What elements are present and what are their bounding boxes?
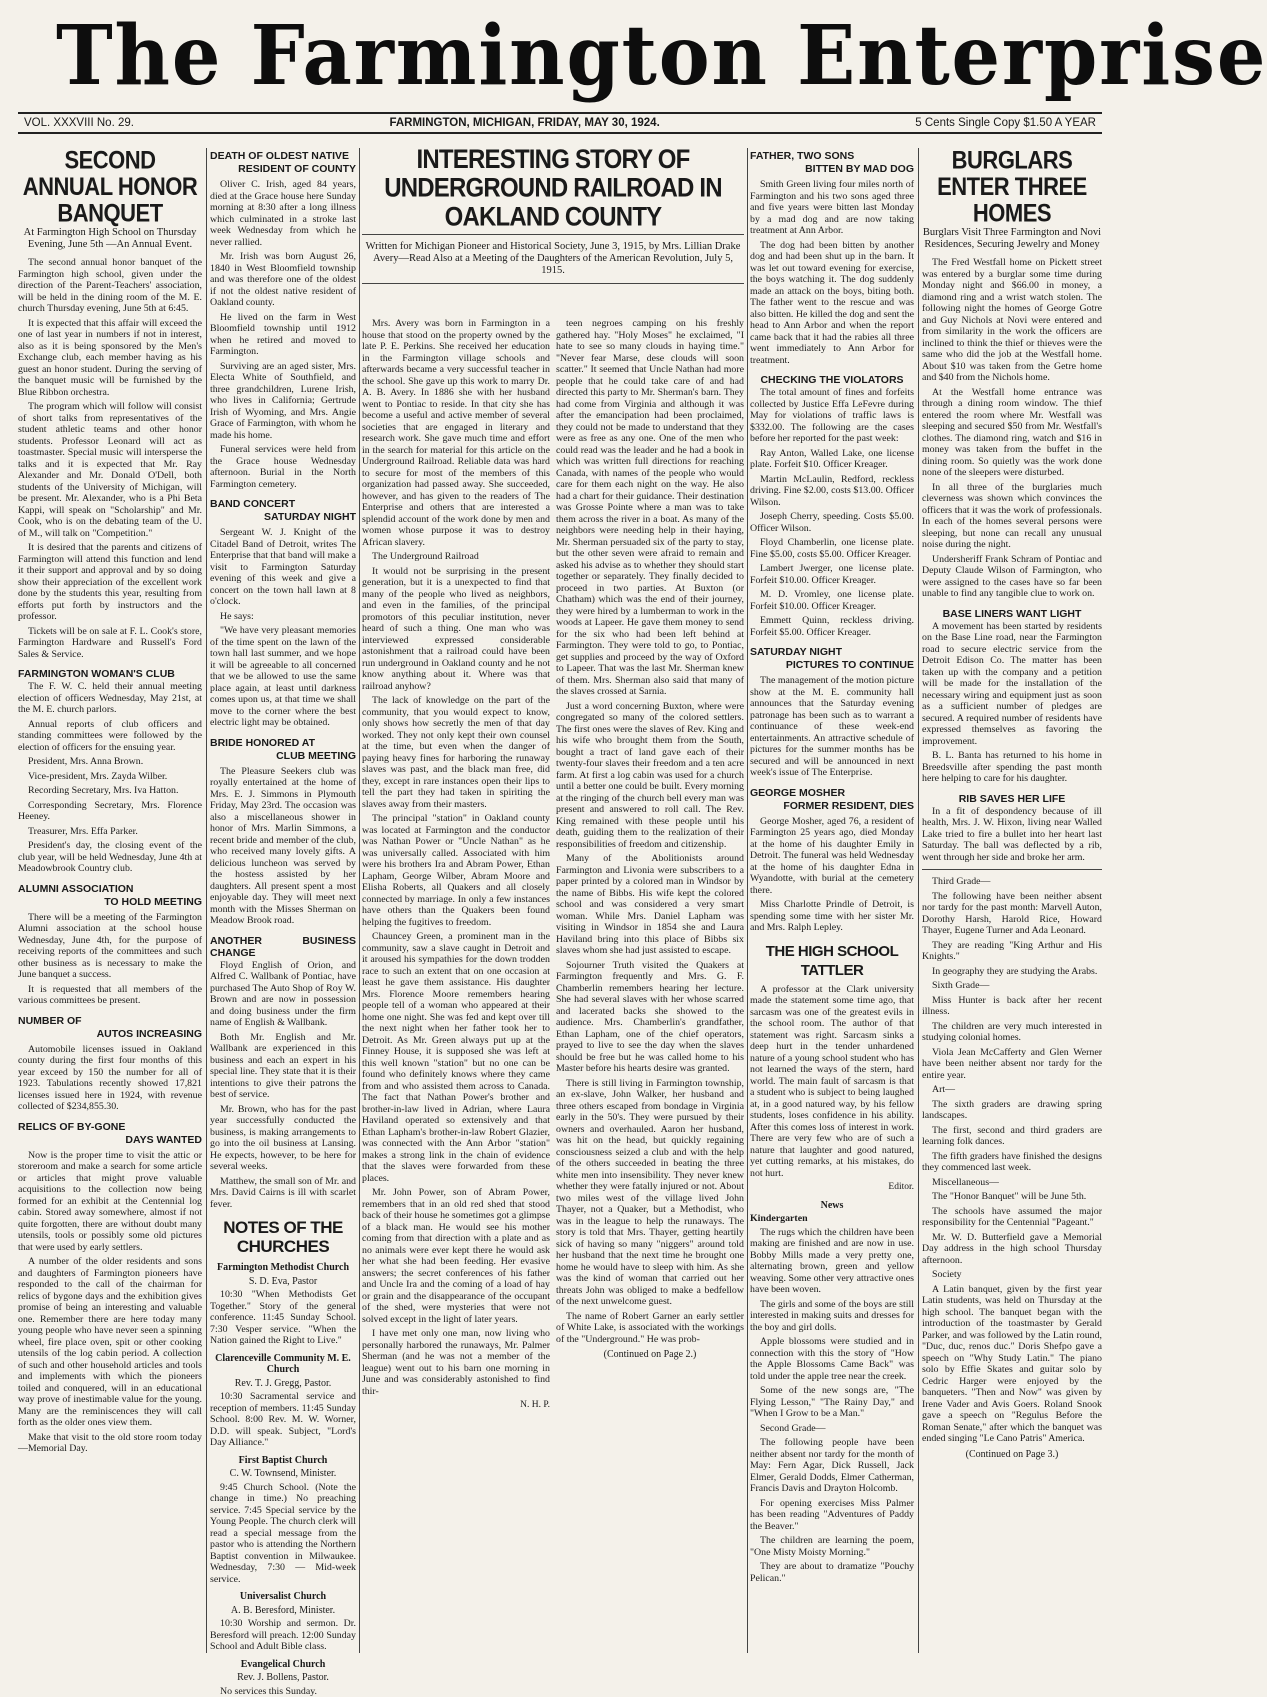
news-heading: News xyxy=(750,1200,914,1212)
paragraph: In a fit of despondency because of ill health, Mrs. J. W. Hixon, living near Walled Lake tried to fire a bullet into her heart last Saturday. The ball was deflected by a rib, went through her side and broke her arm. xyxy=(922,806,1102,864)
article-kindergarten xyxy=(750,1227,914,1585)
paragraph: Joseph Cherry, speeding. Costs $5.00. Officer Wilson. xyxy=(750,511,914,534)
paragraph: The schools have assumed the major responsibility for the Centennial "Pageant." xyxy=(922,1206,1102,1229)
article-honor-banquet xyxy=(18,257,202,660)
church-methodist-pastor: S. D. Eva, Pastor xyxy=(210,1276,356,1288)
paragraph: A Latin banquet, given by the first year Latin students, was held on Thursday at the high school. The banquet began with the introduction of the toastmaster by Gerald Parker, and was followed by the Latin round, "Duc, duc, renos duc." Doris Shefpo gave a speech on "Why Study Latin." The piano solo by Effie Skates and guitar solo by Cedric Harger were enjoyed by the banqueters. "Then and Now" was given by Irene Vader and Avis Goers. Roland Snook gave a speech on "Regulus Before the Roman Senate," after which the banquet was ended singing "Le Cano Patris" America. xyxy=(922,1284,1102,1445)
paragraph: In geography they are studying the Arabs. xyxy=(922,966,1102,978)
article-mad-dog xyxy=(750,179,914,366)
column-6 xyxy=(922,150,1102,1650)
paragraph: He lived on the farm in West Bloomfield township until 1912 when he retired and moved to Farmington. xyxy=(210,312,356,358)
dek-burglars: Burglars Visit Three Farmington and Novi Residences, Securing Jewelry and Money xyxy=(922,227,1102,251)
article-violators xyxy=(750,387,914,638)
subhead-rib: RIB SAVES HER LIFE xyxy=(922,793,1102,805)
paragraph: Sojourner Truth visited the Quakers at Farmington frequently and Mrs. G. F. Chamberlin remembers hearing her lecture. She had several slaves with her whose scarred and lacerated backs she showed to the audience. Mrs. Chamberlin's grandfather, Ethan Lapham, one of the chief operators, prayed to live to see the day when the slaves should be free but he was called home to his Master before his hearts desire was granted. xyxy=(556,960,744,1075)
paragraph: Mrs. Avery was born in Farmington in a house that stood on the property owned by the late P. E. Perkins. She received her education in the Farmington village schools and afterwards became a very successful teacher in the school. She gave up this work to marry Dr. A. B. Avery. In 1886 she with her husband went to Pontiac to reside. In that city she has become a useful and active member of several societies that are engaged in literary and research work. She gave much time and effort in the search for material for this article on the Underground Railroad. Reliable data was hard to secure for most of the members of this organization had passed away. She succeeded, however, and has given to the readers of The Enterprise and others that are interested a splendid account of the work done by men and women whose purpose it was to destroy African slavery. xyxy=(362,318,550,548)
paragraph: Sergeant W. J. Knight of the Citadel Band of Detroit, writes The Enterprise that that band will make a visit to Farmington Saturday evening of this week and give a concert on the town hall lawn at 8 o'clock. xyxy=(210,527,356,608)
subhead-autos-2: AUTOS INCREASING xyxy=(18,1028,202,1040)
paragraph: Mr. Irish was born August 26, 1840 in West Bloomfield township and was therefore one of the oldest if not the oldest native resident of Oakland county. xyxy=(210,251,356,309)
article-base-liners xyxy=(922,621,1102,785)
paragraph: Mr. John Power, son of Abram Power, remembers that in an old red shed that stood back of their house he sometimes got a glimpse of a black man. He would see his mother coming from that direction with a plate and as no animals were ever kept there he would ask her what she had been feeding. Her evasive answers; the secret conferences of his father and Uncle Ira and the coming of a load of hay or grain and the disappearance of the occupant of the shed, were mysteries that were not solved except in the light of later years. xyxy=(362,1187,550,1325)
paragraph: Emmett Quinn, reckless driving. Forfeit $5.00. Officer Kreager. xyxy=(750,615,914,638)
paragraph: Both Mr. English and Mr. Wallbank are experienced in this business and each an expert in his special line. They state that it is their intentions to give their patrons the best of service. xyxy=(210,1032,356,1101)
paragraph: A professor at the Clark university made the statement some time ago, that sarcasm was one of the greatest evils in the school room. The author of that statement was right. Sarcasm sinks a deep hurt in the tender unhardened nature of a young school student who has not learned the ways of the stern, hard world. The main fault of sarcasm is that a student who is subject to being laughed at, in a good natured way, by his fellow students, loses confidence in his ability. After this comes loss of interest in work. There are very few who are of such a nature that laughter and good natured, yet cutting remarks, at his mistakes, do not hurt. xyxy=(750,984,914,1180)
paragraph: The fifth graders have finished the designs they commenced last week. xyxy=(922,1151,1102,1174)
paragraph: Recording Secretary, Mrs. Iva Hatton. xyxy=(18,785,202,797)
subhead-death: DEATH OF OLDEST NATIVE xyxy=(210,150,356,162)
headline-burglars: BURGLARS ENTER THREE HOMES xyxy=(922,147,1102,226)
church-clarenceville-name: Clarenceville Community M. E. Church xyxy=(210,1353,356,1376)
paragraph: Smith Green living four miles north of Farmington and his two sons aged three and five years were bitten last Monday by a mad dog and are now taking treatment at Ann Arbor. xyxy=(750,179,914,237)
paragraph: Just a word concerning Buxton, where were congregated so many of the colored settlers. The first ones were the slaves of Rev. King and his wife who brought them from the South, bought a tract of land gave each of their twenty-four slaves their freedom and a ten acre farm. At first a log cabin was used for a church until a better one could be built. Every morning at the ringing of the church bell every man was present and answered to roll call. The Rev. King remained with these people until his death, guiding them to the realization of their responsibilities of freedom and citizenship. xyxy=(556,701,744,851)
paragraph: Miscellaneous— xyxy=(922,1177,1102,1189)
paragraph: Vice-president, Mrs. Zayda Wilber. xyxy=(18,771,202,783)
subhead-alumni: ALUMNI ASSOCIATION xyxy=(18,883,202,895)
place-date: FARMINGTON, MICHIGAN, FRIDAY, MAY 30, 1924. xyxy=(389,117,659,129)
paragraph: Make that visit to the old store room today—Memorial Day. xyxy=(18,1432,202,1455)
paragraph: A number of the older residents and sons and daughters of Farmington pioneers have responded to the call of the chairman for relics of bygone days and the exhibition gives promise of being an interesting and valuable one. Remember there are here today many young people who have never seen a spinning wheel, fire place oven, spit or other cooking utensils of the log cabin period. A collection of such and other household articles and tools and implements with which the pioneers toiled and conquered, will in an educational way prove of inestimable value for the young. Many are the reminiscences they will call forth as the older ones view them. xyxy=(18,1256,202,1429)
paragraph: The "Honor Banquet" will be June 5th. xyxy=(922,1191,1102,1203)
paragraph: The children are very much interested in studying colonial homes. xyxy=(922,1021,1102,1044)
paragraph: "We have very pleasant memories of the time spent on the lawn of the town hall last summer, and we hope it will be agreeable to all concerned that we be allowed to use the same place again, at least until darkness comes upon us, at that time we shall move to the corner where the best electric light may be obtained. xyxy=(210,625,356,729)
column-rule xyxy=(918,148,919,1653)
subhead-pictures: SATURDAY NIGHT xyxy=(750,646,914,658)
paragraph: It is requested that all members of the various committees be present. xyxy=(18,984,202,1007)
subhead-mosher: GEORGE MOSHER xyxy=(750,787,914,799)
paragraph: Floyd Chamberlin, one license plate. Fine $5.00, costs $5.00. Officer Kreager. xyxy=(750,537,914,560)
continued-page-3: (Continued on Page 3.) xyxy=(922,1449,1102,1461)
volume-number: VOL. XXXVIII No. 29. xyxy=(24,117,134,129)
paragraph: Miss Charlotte Prindle of Detroit, is spending some time with her sister Mr. and Mrs. Ralph Lepley. xyxy=(750,899,914,934)
paragraph: Matthew, the small son of Mr. and Mrs. David Cairns is ill with scarlet fever. xyxy=(210,1176,356,1211)
article-burglars xyxy=(922,257,1102,600)
church-universalist-text: 10:30 Worship and sermon. Dr. Beresford will preach. 12:00 Sunday School and Adult Bible class. xyxy=(210,1618,356,1653)
paragraph: At the Westfall home entrance was through a dining room window. The thief entered the room where Mr. Westfall was sleeping and secured $50 from Mr. Westfall's clothes. The diamond ring, watch and $16 in money was taken from the buffet in the dining room. So quietly was the work done none of the sleepers were disturbed. xyxy=(922,387,1102,479)
signature-nhp: N. H. P. xyxy=(362,1400,550,1412)
article-underground-part1 xyxy=(362,318,550,1397)
church-methodist-text: 10:30 "When Methodists Get Together." Story of the general conference. 11:45 Sunday School. 7:30 Vesper service. "When the Nation gained the Right to Live." xyxy=(210,1289,356,1347)
article-mosher xyxy=(750,816,914,934)
paragraph: The girls and some of the boys are still interested in making suits and dresses for the boy and girl dolls. xyxy=(750,1299,914,1334)
paragraph: The following have been neither absent nor tardy for the past month: Marvell Auton, Dorothy Harsh, Harold Rice, Howard Thayer, Eugene Turner and Ada Leonard. xyxy=(922,891,1102,937)
paragraph: I have met only one man, now living who personally harbored the runaways, Mr. Palmer Sherman (and he was not a member of the league) went out to his barn one morning in June and was considerably astonished to find thir- xyxy=(362,1328,550,1397)
paragraph: The rugs which the children have been making are finished and are now in use. Bobby Mills made a very pretty one, alternating brown, green and yellow weaving. Some other very attractive ones have been woven. xyxy=(750,1227,914,1296)
article-autos xyxy=(18,1044,202,1113)
church-clarenceville-pastor: Rev. T. J. Gregg, Pastor. xyxy=(210,1378,356,1390)
paragraph: A movement has been started by residents on the Base Line road, near the Farmington road to secure electric service from the Detroit Edison Co. The matter has been taken up with the company and a petition will be made for the installation of the necessary wiring and equipment just as soon as a sufficient number of pledges are secured. A required number of residents have expressed themselves as favoring the improvement. xyxy=(922,621,1102,748)
article-womans-club xyxy=(18,681,202,875)
subhead-bride-2: CLUB MEETING xyxy=(210,750,356,762)
headline-underground-railroad: INTERESTING STORY OF UNDERGROUND RAILROAD IN OAKLAND COUNTY xyxy=(362,146,744,232)
church-universalist-name: Universalist Church xyxy=(210,1591,356,1603)
paragraph: The program which will follow will consist of short talks from representatives of the student athletic teams and other honor students. Professor Leonard will act as toastmaster. Special music will intersperse the talks and it is expected that Mr. Ray Alexander and Mr. Donald O'Dell, both students of the University of Michigan, will be present. Mr. Alexander, who is a Phi Beta Kappi, will speak on "Scholarship" and Mr. Cook, who is on the debating team of the U. of M., will talk on "Competition." xyxy=(18,401,202,539)
subhead-relics-2: DAYS WANTED xyxy=(18,1134,202,1146)
column-4 xyxy=(556,318,744,1650)
paragraph: Third Grade— xyxy=(922,876,1102,888)
subhead-mosher-2: FORMER RESIDENT, DIES xyxy=(750,800,914,812)
paragraph: For opening exercises Miss Palmer has been reading "Adventures of Paddy the Beaver." xyxy=(750,1498,914,1533)
paragraph: President, Mrs. Anna Brown. xyxy=(18,756,202,768)
paragraph: Art— xyxy=(922,1084,1102,1096)
subhead-base-liners: BASE LINERS WANT LIGHT xyxy=(922,608,1102,620)
article-band xyxy=(210,527,356,729)
paragraph: Undersheriff Frank Schram of Pontiac and Deputy Claude Wilson of Farmington, who were assigned to the cases have so far been unable to find any tangible clue to work on. xyxy=(922,554,1102,600)
paragraph: The total amount of fines and forfeits collected by Justice Effa LeFevre during May for violations of traffic laws is $332.00. The following are the cases before her reported for the past week: xyxy=(750,387,914,445)
dateline-bar xyxy=(18,112,1102,134)
paragraph: Viola Jean McCafferty and Glen Werner have been neither absent nor tardy for the entire year. xyxy=(922,1047,1102,1082)
subhead-bride: BRIDE HONORED AT xyxy=(210,737,356,749)
column-3 xyxy=(362,318,550,1650)
paragraph: The F. W. C. held their annual meeting election of officers Wednesday, May 21st, at the M. E. church parlors. xyxy=(18,681,202,716)
kindergarten-heading: Kindergarten xyxy=(750,1213,914,1225)
paragraph: The children are learning the poem, "One Misty Moisty Morning." xyxy=(750,1535,914,1558)
tattler-editor: Editor. xyxy=(750,1182,914,1194)
paragraph: Treasurer, Mrs. Effa Parker. xyxy=(18,826,202,838)
column-rule xyxy=(747,148,748,1653)
paragraph: The dog had been bitten by another dog and had been shut up in the barn. It was let out toward evening for exercise, the boys watching it. The dog suddenly made an attack on the boys, biting both. The father went to the rescue and was also bitten. He killed the dog and sent the head to Ann Arbor and when the report came back that it had the rabies all three went immediately to Ann Arbor for treatment. xyxy=(750,240,914,367)
paragraph: George Mosher, aged 76, a resident of Farmington 25 years ago, died Monday at the home of his daughter Emily in Detroit. The funeral was held Wednesday at the home of his daughter Edna in Wyandotte, with burial at the cemetery there. xyxy=(750,816,914,897)
church-universalist-pastor: A. B. Beresford, Minister. xyxy=(210,1605,356,1617)
paragraph: Some of the new songs are, "The Flying Lesson," "The Rainy Day," and "When I Grow to be a Man." xyxy=(750,1385,914,1420)
paragraph: They are about to dramatize "Pouchy Pelican." xyxy=(750,1561,914,1584)
article-alumni xyxy=(18,912,202,1007)
subhead-death-2: RESIDENT OF COUNTY xyxy=(210,163,356,175)
paragraph: The name of Robert Garner an early settler of White Lake, is associated with the workings of the "Underground." He was prob- xyxy=(556,1311,744,1346)
tattler-title: THE HIGH SCHOOL TATTLER xyxy=(750,942,914,980)
paragraph: The Underground Railroad xyxy=(362,551,550,563)
paragraph: It is desired that the parents and citizens of Farmington will attend this function and lend it their support and approval and by so doing show their appreciation of the excellent work done by the students this year, resulting from efforts put forth by instructors and the professor. xyxy=(18,542,202,623)
paragraph: Annual reports of club officers and standing committees were followed by the election of officers for the ensuing year. xyxy=(18,719,202,754)
dek-underground-railroad: Written for Michigan Pioneer and Historical Society, June 3, 1915, by Mrs. Lillian Drake Avery—Read Also at a Meeting of the Daughters of the American Revolution, July 5, 1915. xyxy=(362,241,744,277)
paragraph: The Pleasure Seekers club was royally entertained at the home of Mrs. E. J. Simmons in Plymouth Friday, May 23rd. The occasion was also a miscellaneous shower in honor of Mrs. Marlin Simmons, a recent bride and member of the club, who received many lovely gifts. A delicious luncheon was served by the hostess assisted by her daughters. All present spent a most enjoyable day. They will meet next month with the Misses Sherman on Meadow Brook road. xyxy=(210,766,356,927)
subhead-mad-dog: FATHER, TWO SONS xyxy=(750,150,914,162)
paragraph: M. D. Vromley, one license plate. Forfeit $10.00. Officer Kreager. xyxy=(750,589,914,612)
paragraph: The following people have been neither absent nor tardy for the month of May: Fern Agar, Dick Russell, Jack Elmer, Gerald Dodds, Elmer Catherman, Francis Davis and Drayton Holcomb. xyxy=(750,1437,914,1495)
paragraph: The management of the motion picture show at the M. E. community hall announces that the Saturday evening patronage has been such as to warrant a continuance of these week-end entertainments. An attractive schedule of pictures for the summer months has be secured and will be announced in next week's issue of The Enterprise. xyxy=(750,675,914,779)
subhead-band: BAND CONCERT xyxy=(210,498,356,510)
paragraph: The first, second and third graders are learning folk dances. xyxy=(922,1125,1102,1148)
paragraph: There will be a meeting of the Farmington Alumni association at the school house Wednesday, June 4th, for the purpose of receiving reports of the committees and such other business as is necessary to make the June banquet a success. xyxy=(18,912,202,981)
article-rib xyxy=(922,806,1102,864)
church-evangelical-name: Evangelical Church xyxy=(210,1659,356,1671)
column-2 xyxy=(210,150,356,1650)
paragraph: Mr. W. D. Butterfield gave a Memorial Day address in the high school Thursday afternoon. xyxy=(922,1232,1102,1267)
article-pictures xyxy=(750,675,914,779)
paragraph: Chauncey Green, a prominent man in the community, saw a slave caught in Detroit and it aroused his sympathies for the down trodden race to such an extent that on one occasion at least he gave them assistance. His daughter Mrs. Florence Moore remembers hearing people tell of a woman who appeared at their home one night. She was fed and kept over till the next night when her father took her to Detroit. As Mr. Green always put up at the Finney House, it is supposed she was left at this well known "station" but no one can be found who definitely knows where they came from and who assisted them across to Canada. The fact that Nathan Power's brother and brother-in-law lived in Adrian, where Laura Haviland operated so extensively and that Ethan Lapham's brother-in-law Robert Glazier, was connected with the Ann Arbor "station" makes a strong link in the chain of evidence that the slaves were forwarded from these places. xyxy=(362,931,550,1184)
paragraph: The lack of knowledge on the part of the community, that you would expect to know, only shows how secretly the men of that day worked. They not only kept their own counsel at the time, but even when the danger of paying heavy fines for harboring the runaway slaves was past, and the black man free, did they, except in rare instances open their lips to tell the part they had taken in spiriting the slaves away from their masters. xyxy=(362,695,550,810)
paragraph: Lambert Jwerger, one license plate. Forfeit $10.00. Officer Kreager. xyxy=(750,563,914,586)
paragraph: Automobile licenses issued in Oakland county during the first four months of this year exceed by 150 the number for all of 1923. Tabulations recently showed 17,821 licenses issued here in 1924, with revenue collected of $234,855.30. xyxy=(18,1044,202,1113)
paragraph: He says: xyxy=(210,611,356,623)
subhead-autos: NUMBER OF xyxy=(18,1015,202,1027)
paragraph: B. L. Banta has returned to his home in Breedsville after spending the past month here helping to care for his daughter. xyxy=(922,750,1102,785)
paragraph: teen negroes camping on his freshly gathered hay. "Holy Moses" he exclaimed, "I hate to see so many clouds in haying time." "Never fear Marse, dese clouds will soon scatter." It seemed that Uncle Nathan had more people that he could take care of and had directed this party to Mr. Sherman's barn. They had come from Virginia and although it was after the emancipation had been proclaimed, they could not be made to understand that they were as free as any one. One of the men who could read was the leader and he had a book in which was written full directions for reaching Canada, with names of the people who would care for them each night on the way. He also had a chart for their guidance. Their destination was Grosse Pointe where a man was to take them across the river in a boat. As many of the neighbors were needing help in their haying, Mr. Sherman persuaded six of the party to stay, but the other seven were afraid to remain and asked his advise as to whether they should start together or separately. They finally decided to proceed in two parties. At Buxton (or Chatham) which was the end of their journey, they were hired by a lumberman to work in the woods at Lapeer. He gave them money to send for the six who had been left behind at Farmington. They were told to go, to Pontiac, get supplies and proceed by the way of Oxford to Lapeer. That was the last Mr. Sherman knew of them. Mrs. Sherman also said that many of the slaves crossed at Sarnia. xyxy=(556,318,744,698)
paragraph: Tickets will be on sale at F. L. Cook's store, Farmington Hardware and Russell's Ford Sales & Service. xyxy=(18,626,202,661)
paragraph: Mr. Brown, who has for the past year successfully conducted the business, is making arrangements to go into the oil business at Lansing. He expects, however, to be here for several weeks. xyxy=(210,1104,356,1173)
paragraph: Oliver C. Irish, aged 84 years, died at the Grace house here Sunday morning at 8:30 after a long illness which culminated in a stroke last week Wednesday from which he never rallied. xyxy=(210,179,356,248)
paragraph: There is still living in Farmington township, an ex-slave, John Walker, her husband and three others escaped from bondage in Virginia early in the 50's. They were pursued by their owners and overhauled. Aaron her husband, was hit on the head, but quickly regaining consciousness seized a club and with the help of the others succeeded in beating the three white men into insensibility. They never knew whether they were fatally injured or not. About two miles west of the village lived John Thayer, not a Quaker, but a Methodist, who was in the league to help the runaways. The story is told that Mrs. Thayer, getting heartily sick of having so many "niggers" around told her husband that the next time he brought one home he would have to sleep with him. As she was the kind of woman that carried out her threats John was obliged to make a bedfellow of the next unwelcome guest. xyxy=(556,1078,744,1308)
article-tattler xyxy=(750,984,914,1180)
paragraph: Martin McLaulin, Redford, reckless driving. Fine $2.00, costs $13.00. Officer Wilson. xyxy=(750,474,914,509)
subhead-relics: RELICS OF BY-GONE xyxy=(18,1121,202,1133)
price-line: 5 Cents Single Copy $1.50 A YEAR xyxy=(915,117,1096,129)
paragraph: Ray Anton, Walled Lake, one license plate. Forfeit $10. Officer Kreager. xyxy=(750,448,914,471)
column-rule xyxy=(359,148,360,1653)
masthead-title: The Farmington Enterprise xyxy=(56,8,1064,104)
article-bride xyxy=(210,766,356,927)
article-underground-part2 xyxy=(556,318,744,1345)
paragraph: It would not be surprising in the present generation, but it is a unexpected to find that many of the people who lived as neighbors, and even in the families, of the principal promotors of this peculiar institution, never heard of such a thing. One man who was interviewed expressed considerable astonishment that a railroad could have been run underground in Oakland county and he not know anything about it. Where was that railroad anyhow? xyxy=(362,566,550,693)
paragraph: Corresponding Secretary, Mrs. Florence Heeney. xyxy=(18,800,202,823)
continued-page-2: (Continued on Page 2.) xyxy=(556,1349,744,1361)
paragraph: They are reading "King Arthur and His Knights." xyxy=(922,940,1102,963)
column-1 xyxy=(18,150,202,1650)
article-tattler-continued xyxy=(922,876,1102,1445)
headline-honor-banquet: SECOND ANNUAL HONOR BANQUET xyxy=(18,147,202,226)
column-5 xyxy=(750,150,914,1650)
paragraph: President's day, the closing event of the club year, will be held Wednesday, June 4th at Meadowbrook Country club. xyxy=(18,840,202,875)
column-rule xyxy=(206,148,207,1653)
subhead-band-2: SATURDAY NIGHT xyxy=(210,511,356,523)
church-clarenceville-text: 10:30 Sacramental service and reception of members. 11:45 Sunday School. 8:00 Rev. M. W. Worner, D.D. will speak. Subject, "Lord's Day Alliance." xyxy=(210,1391,356,1449)
paragraph: Now is the proper time to visit the attic or storeroom and make a search for some article or articles that might prove valuable acquisitions to the collection now being formed for an exhibit at the Centennial log cabin. Stored away somewhere, almost if not quite forgotten, there are without doubt many utensils, tools or possibly some old pictures that were used by early settlers. xyxy=(18,1150,202,1254)
dek-honor-banquet: At Farmington High School on Thursday Evening, June 5th —An Annual Event. xyxy=(18,227,202,251)
article-business xyxy=(210,960,356,1211)
paragraph: Funeral services were held from the Grace house Wednesday afternoon. Burial in the North Farmington cemetery. xyxy=(210,444,356,490)
church-methodist-name: Farmington Methodist Church xyxy=(210,1262,356,1274)
paragraph: The Fred Westfall home on Pickett street was entered by a burglar some time during Monday night and $66.00 in money, a diamond ring and a wrist watch stolen. The following night the homes of George Gotre and Guy Nichols at Novi were entered and from similarity in the work the officers are inclined to think the thief or thieves were the same who did the job at the Westfall home. About $10 was taken from the Getre home and $40 from the Nichols home. xyxy=(922,257,1102,384)
paragraph: Floyd English of Orion, and Alfred C. Wallbank of Pontiac, have purchased The Auto Shop of Roy W. Brown and are now in possession and doing business under the firm name of English & Wallbank. xyxy=(210,960,356,1029)
churches-title: NOTES OF THE CHURCHES xyxy=(210,1218,356,1256)
paragraph: The sixth graders are drawing spring landscapes. xyxy=(922,1099,1102,1122)
paragraph: Surviving are an aged sister, Mrs. Electa White of Southfield, and three grandchildren, Lurene Irish, who lives in California; Gertrude Irish of Wyoming, and Mrs. Angie Grace of Farmington, with whom he made his home. xyxy=(210,361,356,442)
paragraph: Apple blossoms were studied and in connection with this the story of "How the Apple Blossoms Came Back" was told under the apple tree near the creek. xyxy=(750,1336,914,1382)
paragraph: Sixth Grade— xyxy=(922,980,1102,992)
paragraph: The second annual honor banquet of the Farmington high school, given under the direction of the Parent-Teachers' association, will be held in the dining room of the M. E. church Thursday evening, June 5th at 6:45. xyxy=(18,257,202,315)
subhead-womans-club: FARMINGTON WOMAN'S CLUB xyxy=(18,668,202,680)
subhead-violators: CHECKING THE VIOLATORS xyxy=(750,374,914,386)
article-relics xyxy=(18,1150,202,1455)
subhead-mad-dog-2: BITTEN BY MAD DOG xyxy=(750,163,914,175)
subhead-pictures-2: PICTURES TO CONTINUE xyxy=(750,659,914,671)
subhead-alumni-2: TO HOLD MEETING xyxy=(18,896,202,908)
paragraph: It is expected that this affair will exceed the one of last year in numbers if not in interest, also as it is being sponsored by the Men's Exchange club, each member having as his guest an honor student. During the serving of the banquet music will be furnished by the Blue Ribbon orchestra. xyxy=(18,318,202,399)
church-evangelical-text: No services this Sunday. xyxy=(210,1686,356,1697)
paragraph: Many of the Abolitionists around Farmington and Livonia were subscribers to a paper printed by a colored man in Windsor by the name of Bibbs. His wife kept the colored school and was considered a very smart woman. While Mrs. Daniel Lapham was visiting in Windsor in 1854 she and Laura Haviland bring into this place of Bibbs six slaves whom she had just assisted to escape. xyxy=(556,853,744,957)
underground-railroad-header xyxy=(362,150,744,290)
paragraph: Society xyxy=(922,1269,1102,1281)
paragraph: Miss Hunter is back after her recent illness. xyxy=(922,995,1102,1018)
paragraph: Second Grade— xyxy=(750,1423,914,1435)
church-evangelical-pastor: Rev. J. Bollens, Pastor. xyxy=(210,1672,356,1684)
paragraph: The principal "station" in Oakland county was located at Farmington and the conductor was Nathan Power or "Uncle Nathan" as he was universally called. Associated with him were his brothers Ira and Abram Power, Ethan Lapham, George Wilber, Abram Moore and Elisha Roberts, all Quakers and all closely connected by marriage. In only a few instances have others than the Quakers been found helping the fugitives to freedom. xyxy=(362,813,550,928)
article-death xyxy=(210,179,356,490)
church-baptist-pastor: C. W. Townsend, Minister. xyxy=(210,1468,356,1480)
church-baptist-name: First Baptist Church xyxy=(210,1455,356,1467)
subhead-business: ANOTHER BUSINESS CHANGE xyxy=(210,935,356,959)
church-baptist-text: 9:45 Church School. (Note the change in time.) No preaching service. 7:45 Special service by the Young People. The church clerk will read a special message from the pastor who is attending the Northern Baptist convention in Milwaukee. Wednesday, 7:30 — Mid-week service. xyxy=(210,1482,356,1586)
paragraph: In all three of the burglaries much cleverness was shown which convinces the officers that it was the work of professionals. In each of the homes several persons were sleeping, but none can recall any unusual noise during the night. xyxy=(922,482,1102,551)
